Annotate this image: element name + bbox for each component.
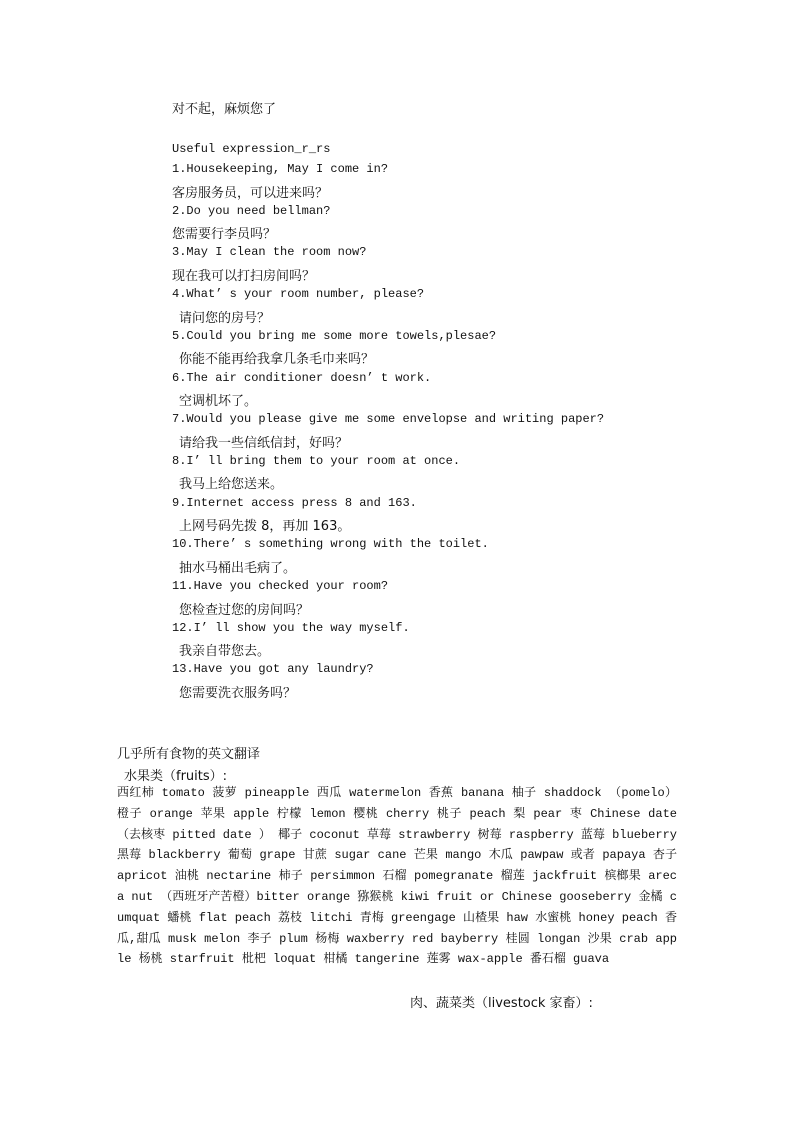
expression-chinese: 现在我可以打扫房间吗？ bbox=[172, 268, 316, 284]
meat-heading: 肉、蔬菜类（livestock 家畜）: bbox=[410, 996, 593, 1011]
expression-chinese: 客房服务员，可以进来吗？ bbox=[172, 185, 329, 201]
expression-english: 11.Have you checked your room? bbox=[172, 579, 389, 593]
expression-chinese: 请给我一些信纸信封，好吗？ bbox=[179, 435, 349, 451]
expression-english: 7.Would you please give me some envelopse and writing paper? bbox=[172, 412, 605, 427]
expression-chinese: 您需要洗衣服务吗？ bbox=[179, 685, 297, 701]
expression-english: 8.I’ ll bring them to your room at once. bbox=[172, 453, 461, 468]
expression-chinese: 抽水马桶出毛病了。 bbox=[179, 560, 297, 576]
expression-english: 4.What’ s your room number, please? bbox=[172, 287, 425, 302]
expression-english: 5.Could you bring me some more towels,plesae? bbox=[172, 328, 497, 343]
section-title: Useful expression_r_rs bbox=[172, 142, 331, 156]
expression-english: 6.The air conditioner doesn’ t work. bbox=[172, 370, 432, 385]
fruits-heading: 水果类（fruits）: bbox=[124, 769, 228, 784]
expression-english: 10.There’ s something wrong with the toilet. bbox=[172, 537, 489, 552]
expression-chinese: 你能不能再给我拿几条毛巾来吗？ bbox=[179, 352, 375, 368]
expression-english: 12.I’ ll show you the way myself. bbox=[172, 620, 410, 635]
expression-chinese: 请问您的房号？ bbox=[179, 310, 271, 326]
expression-chinese: 您检查过您的房间吗？ bbox=[179, 602, 310, 618]
fruits-paragraph: 西红柿 tomato 菠萝 pineapple 西瓜 watermelon 香蕉 banana 柚子 shaddock （pomelo） 橙子 orange 苹果 apple 柠檬 lemon 樱桃 cherry 桃子 peach 梨 pear 枣 Chinese date （去核枣 pitted date ） 椰子 coconut 草莓 strawberry 树莓 raspberry 蓝莓 blueberry 黑莓 blackberry 葡萄 grape 甘蔗 sugar cane 芒果 mango 木瓜 pawpaw 或者 papaya 杏子 apricot 油桃 nectarine 柿子 persimmon 石榴 pomegranate 榴莲 jackfruit 槟榔果 areca nut （西班牙产苦橙）bitter orange 猕猴桃 kiwi fruit or Chinese gooseberry 金橘 cumquat 蟠桃 flat peach 荔枝 litchi 青梅 greengage 山楂果 haw 水蜜桃 honey peach 香瓜,甜瓜 musk melon 李子 plum 杨梅 waxberry red bayberry 桂圆 longan 沙果 crab apple 杨桃 starfruit 枇杷 loquat 柑橘 tangerine 莲雾 wax-apple 番石榴 guava bbox=[117, 786, 677, 967]
expression-chinese: 您需要行李员吗？ bbox=[172, 227, 277, 243]
expression-chinese: 我马上给您送来。 bbox=[179, 477, 284, 493]
expression-chinese: 空调机坏了。 bbox=[179, 394, 258, 409]
expression-chinese: 我亲自带您去。 bbox=[179, 644, 271, 660]
expression-chinese: 上网号码先拨 8，再加 163。 bbox=[179, 519, 351, 535]
expression-english: 13.Have you got any laundry? bbox=[172, 662, 374, 677]
top-note: 对不起，麻烦您了 bbox=[172, 102, 277, 117]
expression-english: 2.Do you need bellman? bbox=[172, 203, 331, 218]
expression-english: 9.Internet access press 8 and 163. bbox=[172, 495, 417, 510]
expression-english: 3.May I clean the room now? bbox=[172, 245, 367, 260]
food-title: 几乎所有食物的英文翻译 bbox=[117, 747, 261, 762]
expression-english: 1.Housekeeping, May I come in? bbox=[172, 162, 389, 176]
